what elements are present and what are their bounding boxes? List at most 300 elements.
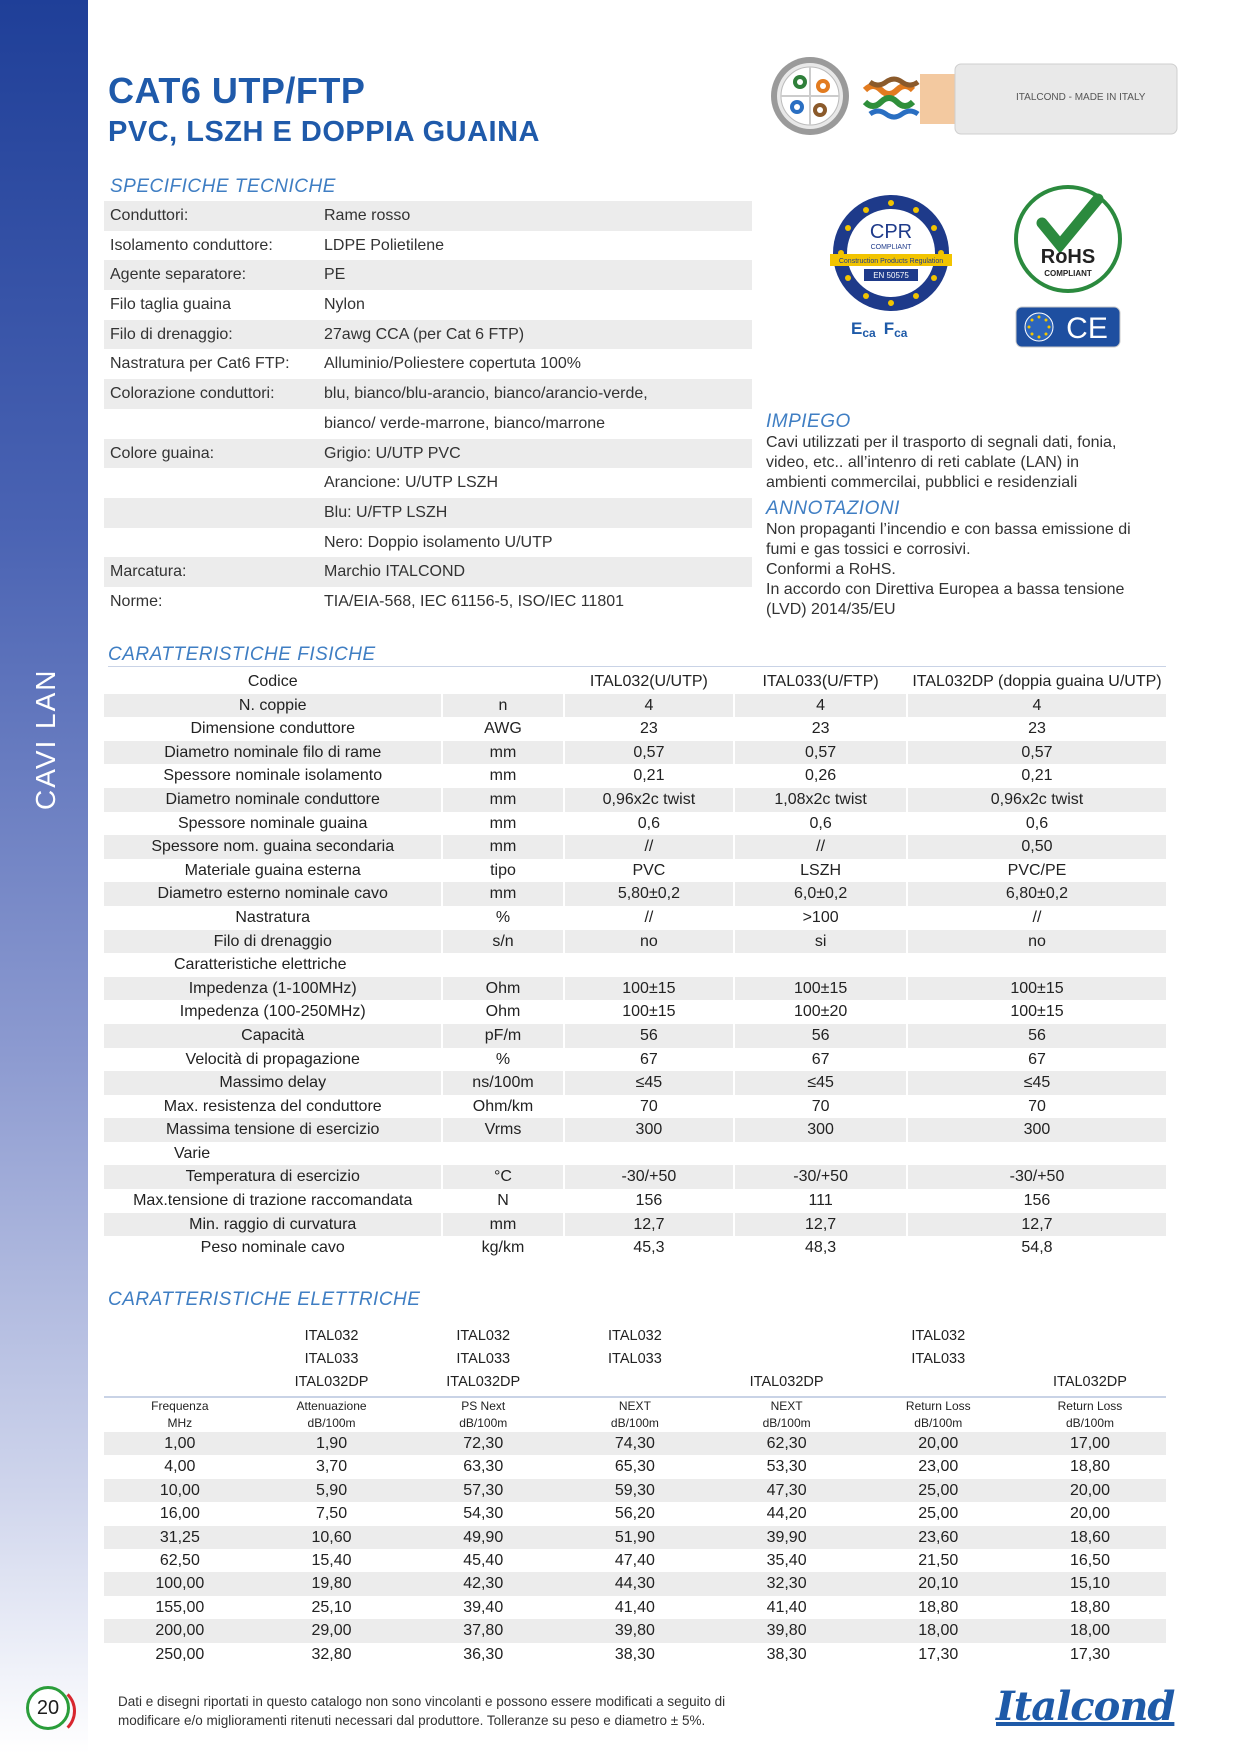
electrical-cell: 41,40 [766,1598,807,1616]
physical-cell: 56 [1028,1026,1046,1044]
physical-cell: Spessore nominale guaina [177,814,368,832]
spec-value: Arancione: U/UTP LSZH [324,474,498,492]
spec-key: Nastratura per Cat6 FTP: [110,355,290,373]
physical-cell: Diametro nominale conduttore [165,790,380,808]
physical-cell: kg/km [481,1239,525,1257]
spec-row [104,379,752,409]
physical-cell: 100±15 [622,979,676,997]
electrical-row [104,1526,1166,1549]
unit-cell: dB/100m [1065,1416,1114,1430]
param-cell: NEXT [618,1399,651,1413]
physical-cell: 0,57 [633,743,665,761]
param-cell: Return Loss [905,1399,971,1413]
cable-illustration [770,52,1180,154]
electrical-cell: 57,30 [463,1481,504,1499]
rohs-sub: COMPLIANT [1044,269,1092,278]
spec-value: Grigio: U/UTP PVC [324,444,461,462]
model-cell: ITAL032 [608,1328,662,1344]
ce-badge [1015,306,1121,348]
electrical-cell: 18,80 [1069,1458,1110,1476]
annotazioni-text [766,520,1166,620]
electrical-cell: 18,00 [918,1622,959,1640]
cpr-class-f-sub: ca [894,326,908,340]
physical-cell: 48,3 [805,1239,837,1257]
electrical-cell: 32,80 [311,1645,352,1663]
physical-row [104,1165,1166,1189]
electrical-table [104,1325,1166,1666]
spec-value: Nylon [324,296,365,314]
electrical-cell: 39,80 [614,1622,655,1640]
electrical-cell: 62,50 [159,1551,200,1569]
model-cell [559,1371,711,1394]
electrical-cell: 7,50 [315,1505,348,1523]
spec-row [104,409,752,439]
physical-cell: Velocità di propagazione [185,1050,360,1068]
page-number: 20 [26,1686,70,1730]
spec-value: blu, bianco/blu-arancio, bianco/arancio-verde, [324,385,648,403]
physical-cell: mm [489,885,517,903]
electrical-row [104,1596,1166,1619]
physical-cell: Caratteristiche elettriche [174,956,347,974]
physical-cell: 67 [811,1050,830,1068]
physical-cell: 0,57 [805,743,837,761]
electrical-cell: 65,30 [614,1458,655,1476]
physical-cell: PVC [632,861,666,879]
spec-value: 27awg CCA (per Cat 6 FTP) [324,325,525,343]
spec-value: Blu: U/FTP LSZH [324,503,448,521]
electrical-cell: 18,60 [1069,1528,1110,1546]
electrical-cell: 1,90 [315,1435,348,1452]
model-cell [104,1371,256,1394]
physical-row [104,977,1166,1001]
electrical-cell: 38,30 [766,1645,807,1663]
electrical-cell: 17,00 [1069,1435,1110,1452]
unit-cell: MHz [167,1416,193,1430]
physical-cell: ns/100m [472,1074,534,1092]
electrical-cell: 18,00 [1069,1622,1110,1640]
electrical-cell: 35,40 [766,1551,807,1569]
physical-cell: Max. resistenza del conduttore [163,1097,382,1115]
physical-row [104,930,1166,954]
physical-cell [735,953,906,977]
electrical-cell: 15,10 [1069,1575,1110,1593]
electrical-cell: 10,60 [311,1528,352,1546]
electrical-cell: 39,40 [463,1598,504,1616]
physical-cell: -30/+50 [621,1168,677,1186]
physical-cell: Massimo delay [219,1074,327,1092]
physical-cell: Materiale guaina esterna [184,861,361,879]
cpr-class-e: E [851,319,863,338]
physical-row [104,835,1166,859]
physical-cell: Codice [247,673,298,690]
physical-cell [908,953,1166,977]
section-annotazioni: ANNOTAZIONI [766,498,900,519]
param-cell: Attenuazione [296,1399,367,1413]
model-cell: ITAL032 [304,1328,359,1344]
physical-cell: Spessore nominale isolamento [163,767,383,785]
electrical-row [104,1619,1166,1642]
physical-row [104,1024,1166,1048]
electrical-cell: 20,00 [1069,1505,1110,1523]
physical-cell: 4 [816,696,826,714]
physical-cell: 45,3 [633,1239,665,1257]
spec-key: Agente separatore: [110,266,247,284]
physical-cell: 300 [807,1121,834,1139]
physical-cell: 12,7 [1021,1215,1053,1233]
physical-cell: Spessore nom. guaina secondaria [151,838,395,856]
physical-cell: 70 [811,1097,830,1115]
electrical-cell: 44,20 [766,1505,807,1523]
electrical-cell: 18,80 [918,1598,959,1616]
physical-cell: no [640,932,658,950]
physical-cell: 100±15 [793,979,848,997]
impiego-line: video, etc.. all’intenro di reti cablate (LAN) in [766,454,1080,471]
spec-key [104,528,324,558]
spec-row [104,557,752,587]
model-cell: ITAL033 [608,1351,662,1367]
physical-cell: // [644,838,654,856]
electrical-cell: 16,00 [159,1505,200,1523]
sidebar-band [0,0,88,1754]
electrical-cell: 62,30 [766,1435,807,1452]
physical-cell: Varie [174,1144,211,1162]
electrical-cell: 21,50 [918,1551,959,1569]
model-cell: ITAL033 [304,1351,359,1367]
physical-cell: Ohm [485,1003,521,1021]
spec-key: Marcatura: [110,563,187,581]
spec-key: Colorazione conduttori: [110,385,275,403]
spec-key: Filo taglia guaina [110,296,231,314]
physical-cell: Max.tensione di trazione raccomandata [133,1192,413,1210]
physical-cell [444,1142,563,1166]
cpr-compliant: COMPLIANT [870,244,912,251]
physical-cell: 4 [644,696,654,714]
electrical-cell: 56,20 [614,1505,655,1523]
spec-row [104,439,752,469]
cpr-badge [816,190,966,340]
physical-cell: 111 [808,1192,833,1210]
electrical-cell: 31,25 [159,1528,200,1546]
spec-table [104,201,752,617]
unit-cell: dB/100m [610,1416,659,1430]
unit-cell: dB/100m [459,1416,508,1430]
electrical-cell: 17,30 [918,1645,959,1663]
electrical-cell: 47,40 [614,1551,655,1569]
spec-row [104,231,752,261]
physical-row [104,1118,1166,1142]
spec-value: PE [324,266,346,284]
rohs-badge [1012,183,1124,295]
electrical-cell: 23,00 [918,1458,959,1476]
electrical-cell: 45,40 [463,1551,504,1569]
cpr-norm: EN 50575 [873,271,909,280]
physical-cell: si [814,932,827,950]
physical-cell: 5,80±0,2 [617,885,680,903]
physical-cell: 12,7 [633,1215,665,1233]
physical-row [104,1000,1166,1024]
spec-key [104,409,324,439]
param-cell: Return Loss [1057,1399,1123,1413]
electrical-cell: 53,30 [766,1458,807,1476]
physical-cell: 23 [811,720,830,738]
model-cell [711,1348,863,1371]
spec-row [104,349,752,379]
electrical-cell: 3,70 [315,1458,348,1476]
electrical-cell: 20,10 [918,1575,959,1593]
spec-row [104,587,752,617]
electrical-row [104,1479,1166,1502]
footnote [118,1692,798,1730]
physical-cell: Dimensione conduttore [190,720,355,738]
model-cell: ITAL032 [911,1328,966,1344]
spec-row [104,290,752,320]
model-row [104,1371,1166,1394]
physical-row [104,764,1166,788]
electrical-cell: 36,30 [463,1645,504,1663]
physical-cell: 300 [1023,1121,1051,1139]
electrical-row [104,1549,1166,1572]
spec-value: Nero: Doppio isolamento U/UTP [324,533,553,551]
physical-cell: mm [489,767,517,785]
annotazioni-line: fumi e gas tossici e corrosivi. [766,541,971,558]
physical-cell: tipo [490,861,516,879]
electrical-cell: 250,00 [155,1645,205,1663]
physical-table [104,670,1166,1260]
physical-cell: 70 [640,1097,658,1115]
physical-row [104,1213,1166,1237]
electrical-cell: 25,00 [918,1505,959,1523]
electrical-cell: 4,00 [164,1458,196,1476]
physical-cell: LSZH [800,861,842,879]
physical-cell: 6,80±0,2 [1005,885,1069,903]
electrical-cell: 72,30 [463,1435,504,1452]
physical-cell: Impedenza (1-100MHz) [188,979,357,997]
physical-cell: // [644,908,654,926]
footnote-line: Dati e disegni riportati in questo catalogo non sono vincolanti e possono essere modificati a seguito di [118,1694,726,1709]
physical-cell: Min. raggio di curvatura [189,1215,357,1233]
electrical-cell: 19,80 [311,1575,352,1593]
physical-cell [565,953,734,977]
electrical-cell: 42,30 [463,1575,504,1593]
unit-cell: dB/100m [762,1416,811,1430]
physical-cell: 0,96x2c twist [602,790,696,808]
physical-cell: Ohm/km [472,1097,534,1115]
model-cell [862,1371,1014,1394]
annotazioni-line: In accordo con Direttiva Europea a bassa tensione [766,581,1125,598]
electrical-cell: 51,90 [614,1528,655,1546]
spec-value: Rame rosso [324,207,411,224]
electrical-cell: 155,00 [155,1598,205,1616]
physical-cell [444,953,563,977]
physical-cell: Temperatura di esercizio [185,1168,360,1186]
physical-cell: 54,8 [1021,1239,1053,1257]
param-cell: NEXT [770,1399,803,1413]
physical-cell: 0,6 [1025,814,1049,832]
physical-cell: mm [489,814,517,832]
electrical-cell: 15,40 [311,1551,352,1569]
param-row [104,1398,1166,1415]
physical-cell: pF/m [484,1026,522,1044]
physical-cell: 1,08x2c twist [774,790,867,808]
physical-cell: n [498,696,508,714]
physical-cell: N. coppie [238,696,307,714]
electrical-cell: 39,80 [766,1622,807,1640]
electrical-cell: 20,00 [918,1435,959,1452]
physical-row [104,859,1166,883]
spec-row [104,260,752,290]
model-row [104,1348,1166,1371]
electrical-cell: 29,00 [311,1622,352,1640]
electrical-row [104,1455,1166,1478]
physical-cell: ≤45 [1023,1074,1051,1092]
electrical-cell: 41,40 [614,1598,655,1616]
cable-print: ITALCOND - MADE IN ITALY [1016,92,1146,103]
model-cell [104,1325,256,1348]
physical-cell: 70 [1028,1097,1046,1115]
cpr-title: CPR [869,221,913,243]
page-title: CAT6 UTP/FTP [108,70,366,111]
electrical-cell: 100,00 [155,1575,205,1593]
physical-cell: >100 [802,908,839,926]
spec-row [104,498,752,528]
section-fisiche: CARATTERISTICHE FISICHE [108,644,1166,667]
electrical-cell: 25,00 [918,1481,959,1499]
physical-cell: 156 [635,1192,663,1210]
physical-cell: Vrms [484,1121,522,1139]
physical-row [104,1048,1166,1072]
physical-cell: ≤45 [807,1074,834,1092]
physical-cell: Diametro esterno nominale cavo [157,885,388,903]
physical-cell: 100±15 [622,1003,676,1021]
physical-cell: 4 [1032,696,1042,714]
impiego-line: Cavi utilizzati per il trasporto di segnali dati, fonia, [766,434,1117,451]
physical-cell: 0,21 [1021,767,1053,785]
footnote-line: modificare e/o miglioramenti ritenuti necessari dal produttore. Tolleranze su peso e diametro ± 5%. [118,1713,706,1728]
physical-cell: 156 [1023,1192,1051,1210]
physical-cell [908,1142,1166,1166]
annotazioni-line: Conformi a RoHS. [766,561,896,578]
physical-cell: s/n [492,932,514,950]
physical-row [104,882,1166,906]
physical-cell: mm [489,1215,517,1233]
physical-subheading [104,1142,1166,1166]
spec-key: Norme: [110,592,163,610]
electrical-cell: 5,90 [315,1481,348,1499]
physical-cell: ≤45 [635,1074,663,1092]
brand-logo: Italcond [996,1683,1175,1730]
spec-row [104,468,752,498]
physical-row [104,1095,1166,1119]
electrical-cell: 39,90 [766,1528,807,1546]
spec-value: TIA/EIA-568, IEC 61156-5, ISO/IEC 11801 [324,592,625,610]
physical-cell: 0,21 [633,767,665,785]
physical-subheading [104,953,1166,977]
param-cell: Frequenza [151,1399,209,1413]
physical-cell: Diametro nominale filo di rame [164,743,382,761]
physical-cell: % [495,1050,511,1068]
physical-cell: mm [489,790,517,808]
impiego-text [766,433,1166,493]
physical-cell: 56 [640,1026,658,1044]
physical-cell: ITAL033(U/FTP) [762,673,879,690]
electrical-cell: 74,30 [614,1435,655,1452]
physical-cell: // [1032,908,1042,926]
spec-key: Filo di drenaggio: [110,325,233,343]
electrical-cell: 38,30 [614,1645,655,1663]
model-cell: ITAL032DP [1053,1374,1127,1390]
section-impiego: IMPIEGO [766,411,851,432]
physical-cell: 300 [635,1121,663,1139]
physical-row [104,1189,1166,1213]
physical-cell: 6,0±0,2 [793,885,848,903]
spec-row [104,320,752,350]
spec-key [104,468,324,498]
unit-cell: dB/100m [914,1416,963,1430]
physical-cell: 0,96x2c twist [990,790,1084,808]
physical-cell: AWG [484,720,522,738]
section-specifiche: SPECIFICHE TECNICHE [110,176,336,197]
physical-cell: Ohm [485,979,521,997]
unit-row [104,1415,1166,1432]
spec-value: Alluminio/Poliestere copertuta 100% [324,355,582,373]
physical-row [104,1236,1166,1260]
spec-value: bianco/ verde-marrone, bianco/marrone [324,414,606,432]
electrical-cell: 59,30 [614,1481,655,1499]
model-cell [711,1325,863,1348]
physical-cell: Impedenza (100-250MHz) [179,1003,366,1021]
electrical-cell: 1,00 [164,1435,196,1452]
model-cell: ITAL033 [911,1351,966,1367]
physical-cell: no [1028,932,1046,950]
svg-text:EcaFca [851,319,908,340]
impiego-line: ambienti commercilai, pubblici e residenziali [766,474,1078,491]
physical-cell: N [497,1192,509,1210]
electrical-cell: 25,10 [311,1598,352,1616]
physical-row [104,812,1166,836]
param-cell: PS Next [461,1399,506,1413]
physical-cell: 0,57 [1021,743,1053,761]
physical-cell: 67 [640,1050,658,1068]
electrical-cell: 44,30 [614,1575,655,1593]
cpr-band: Construction Products Regulation [838,258,944,265]
physical-cell: // [816,838,826,856]
physical-row [104,906,1166,930]
physical-row [104,1071,1166,1095]
electrical-cell: 32,30 [766,1575,807,1593]
physical-cell: Massima tensione di esercizio [166,1121,380,1139]
model-cell [1014,1348,1166,1371]
physical-cell: -30/+50 [793,1168,848,1186]
physical-cell: 100±20 [793,1003,848,1021]
electrical-cell: 47,30 [766,1481,807,1499]
electrical-cell: 63,30 [463,1458,504,1476]
physical-row [104,670,1166,694]
physical-row [104,694,1166,718]
spec-key [104,498,324,528]
electrical-row [104,1572,1166,1595]
spec-key: Isolamento conduttore: [110,236,273,254]
physical-cell: °C [494,1168,512,1186]
electrical-cell: 10,00 [159,1481,200,1499]
physical-cell: 0,6 [809,814,832,832]
model-cell: ITAL033 [456,1351,511,1367]
physical-row [104,717,1166,741]
physical-row [104,788,1166,812]
physical-cell: % [495,908,511,926]
spec-row [104,528,752,558]
physical-cell: mm [489,838,517,856]
electrical-cell: 200,00 [155,1622,205,1640]
